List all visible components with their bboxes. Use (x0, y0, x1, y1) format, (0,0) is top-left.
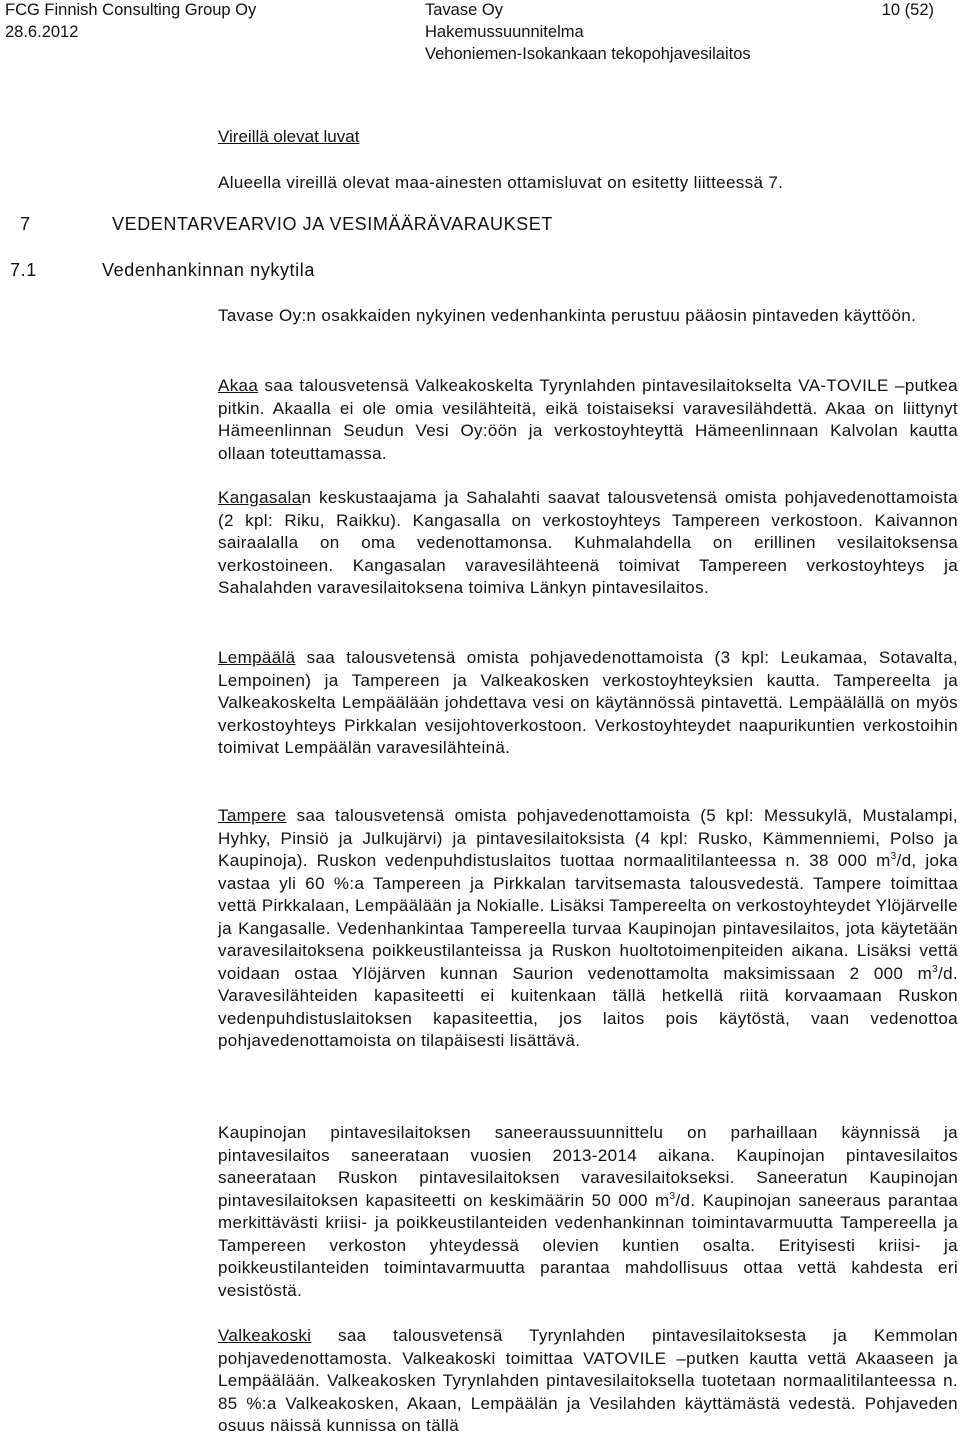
pending-permits-heading: Vireillä olevat luvat (218, 127, 360, 146)
tampere-superscript-1: 3 (890, 851, 897, 862)
section-7-1-heading (10, 260, 315, 281)
document-date: 28.6.2012 (5, 23, 79, 41)
company-name: FCG Finnish Consulting Group Oy (5, 1, 257, 19)
page-number: 10 (52) (881, 1, 934, 19)
lempaala-text: saa talousvetensä omista pohjavedenottamoista (3 kpl: Leukamaa, Sotavalta, Lempoinen) ja Tampereen ja Valkeakosken verkostoyhteyksien kautta. Tampereelta ja Valkeakoskelta Lempäälään johdettava vesi on käytännössä pintavettä. Lempäälällä on myös verkostoyhteys Pirkkalan vesijohtoverkostoon. Verkostoyhteydet naapurikuntien verkostoihin toimivat Lempäälän varavesilähteinä. (218, 648, 958, 757)
intro-paragraph: Tavase Oy:n osakkaiden nykyinen vedenhankinta perustuu pääosin pintaveden käyttöön. (218, 306, 917, 325)
akaa-paragraph (218, 375, 958, 465)
akaa-name: Akaa (218, 376, 259, 395)
tampere-text-1: saa talousvetensä omista pohjavedenottamoista (5 kpl: Messukylä, Mustalampi, Hyhky, Pinsiö ja Julkujärvi) ja pintavesilaitoksista (4 kpl: Rusko, Kämmenniemi, Polso ja Kaupinoja). Ruskon vedenpuhdistuslaitos tuottaa normaalitilanteessa n. 38 000 m (218, 806, 958, 870)
tampere-text-3: /d. Varavesilähteiden kapasiteetti ei kuitenkaan tällä hetkellä riitä korvaamaan Ruskon vedenpuhdistuslaitoksen kapasiteettia, jos laitos pois käytöstä, vaan vedenottoa pohjavedenottamoista on tilapäisesti lisättävä. (218, 963, 958, 1050)
kangasala-name: Kangasala (218, 488, 302, 507)
kaupinoja-superscript: 3 (669, 1190, 676, 1202)
tampere-paragraph (218, 805, 958, 1053)
tampere-superscript-2: 3 (932, 963, 939, 975)
lempaala-name: Lempäälä (218, 648, 296, 667)
kaupinoja-text-1: Kaupinojan pintavesilaitoksen saneeraussuunnittelu on parhaillaan käynnissä ja pintavesilaitos saneerataan vuosien 2013-2014 aikana. Kaupinojan pintavesilaitos saneerataan Ruskon pintavesilaitoksen varavesilaitokseksi. Saneeratun Kaupinojan pintavesilaitoksen kapasiteetti on keskimäärin 50 000 m (218, 1123, 958, 1210)
kaupinoja-text-2: /d. Kaupinojan saneeraus parantaa merkittävästi kriisi- ja poikkeustilanteiden vedenhankinnan toimintavarmuutta Tampereella ja Tampereen verkoston yhteydessä olevien kuntien osalta. Erityisesti kriisi- ja poikkeustilanteiden toimintavarmuutta parantaa mahdollisuus ottaa vettä kahdesta eri vesistöstä. (218, 1190, 959, 1300)
tampere-text-2: /d, joka vastaa yli 60 %:a Tampereen ja Pirkkalan tarvitsemasta talousvedestä. Tampere toimittaa vettä Pirkkalaan, Lempäälään ja Nokialle. Lisäksi Tampereelta on verkostoyhteydet Ylöjärvelle ja Kangasalle. Vedenhankintaa Tampereella turvaa Kaupinojan pintavesilaitos, jota käytetään varavesilaitoksena poikkeustilanteissa ja Ruskon huoltotoimenpiteiden aikana. Lisäksi vettä voidaan ostaa Ylöjärven kunnan Saurion vedenottamolta maksimissaan 2 000 m (218, 851, 958, 983)
section-7-1-number: 7.1 (10, 260, 37, 280)
tampere-name: Tampere (218, 806, 287, 825)
project-name: Vehoniemen-Isokankaan tekopohjavesilaitos (425, 45, 751, 63)
kangasala-text: n keskustaajama ja Sahalahti saavat talousvetensä omista pohjavedenottamoista (2 kpl: Riku, Raikku). Kangasalla on verkostoyhteys Tampereen verkostoon. Kaivannon sairaalalla on oma vedenottamonsa. Kuhmalahdella on erillinen vesilaitoksensa verkostoineen. Kangasalan varavesilähteenä toimivat Tampereen verkostoyhteys ja Sahalahden varavesilaitoksena toimiva Länkyn pintavesilaitos. (218, 488, 958, 597)
section-7-1-title: Vedenhankinnan nykytila (102, 260, 315, 280)
valkeakoski-name: Valkeakoski (218, 1326, 312, 1345)
valkeakoski-paragraph (218, 1325, 958, 1438)
client-name: Tavase Oy (425, 1, 503, 19)
kangasala-paragraph (218, 487, 958, 600)
akaa-text: saa talousvetensä Valkeakoskelta Tyrynlahden pintavesilaitokselta VA-TOVILE –putkea pitkin. Akaalla ei ole omia vesilähteitä, eikä toistaiseksi varavesilähdettä. Akaa on liittynyt Hämeenlinnan Seudun Vesi Oy:öön ja verkostoyhteyttä Hämeenlinnaan Kalvolan kautta ollaan toteuttamassa. (218, 376, 958, 463)
kaupinoja-paragraph (218, 1122, 958, 1302)
pending-permits-text: Alueella vireillä olevat maa-ainesten ottamisluvat on esitetty liitteessä 7. (218, 173, 784, 192)
document-type: Hakemussuunnitelma (425, 23, 584, 41)
valkeakoski-text: saa talousvetensä Tyrynlahden pintavesilaitoksesta ja Kemmolan pohjavedenottamosta. Valkeakoski toimittaa VATOVILE –putken kautta vettä Akaaseen ja Lempäälään. Valkeakosken Tyrynlahden pintavesilaitoksella tuotetaan normaalitilanteessa n. 85 %:a Valkeakosken, Akaan, Lempäälän ja Vesilahden käyttämästä vedestä. Pohjaveden osuus näissä kunnissa on tällä (218, 1326, 958, 1435)
section-7-title: VEDENTARVEARVIO JA VESIMÄÄRÄVARAUKSET (112, 214, 553, 234)
lempaala-paragraph (218, 647, 958, 760)
section-7-number: 7 (20, 214, 31, 234)
section-7-heading (20, 214, 553, 235)
